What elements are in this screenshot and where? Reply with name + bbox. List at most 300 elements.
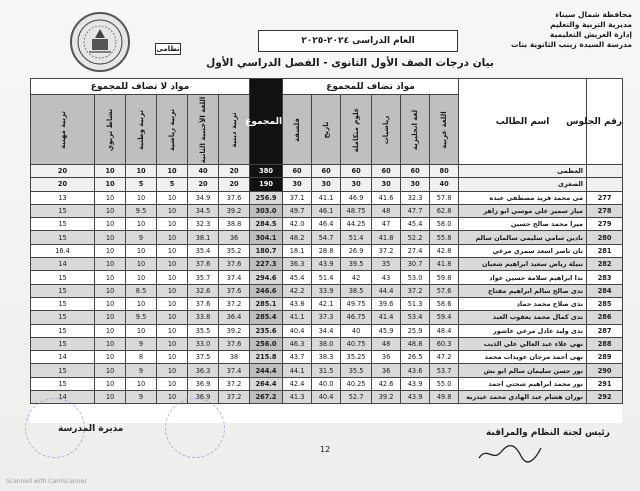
student-name: ندى صلاح محمد حماد	[459, 297, 587, 310]
limit-value: 190	[250, 178, 283, 191]
subject-score: 15	[31, 218, 95, 231]
subject-score: 37.3	[312, 311, 341, 324]
subject-score: 39.2	[372, 391, 401, 404]
seat-number: 287	[587, 324, 623, 337]
subject-score: 37.6	[188, 258, 219, 271]
subject-score: 59.8	[430, 271, 459, 284]
stage-label: نظامى	[156, 45, 180, 53]
subject-score: 58.6	[430, 297, 459, 310]
limit-value: 5	[157, 178, 188, 191]
student-name: نبيلة رياض سعيد ابراهيم شعبان	[459, 258, 587, 271]
subject-score: 45.9	[372, 324, 401, 337]
subject-score: 10	[157, 218, 188, 231]
student-name: نادين سامي سليمى سالمان سالم	[459, 231, 587, 244]
subject-score: 28.8	[312, 244, 341, 257]
subject-score: 10	[126, 258, 157, 271]
student-name: ندى وليد عادل مرعي عاشور	[459, 324, 587, 337]
limit-value: 60	[341, 165, 372, 178]
student-row	[31, 218, 623, 231]
header-line-1: محافظة شمال سيناء	[555, 10, 632, 19]
student-row	[31, 284, 623, 297]
student-name: ندى كمال محمد يعقوب العبد	[459, 311, 587, 324]
subject-score: 10	[126, 377, 157, 390]
subject-score: 40.75	[341, 337, 372, 350]
subject-score: 42.8	[430, 244, 459, 257]
subject-score: 37.2	[401, 284, 430, 297]
subject-score: 35.5	[188, 324, 219, 337]
total-score: 256.0	[250, 337, 283, 350]
subject-score: 10	[95, 324, 126, 337]
subject-score: 10	[95, 258, 126, 271]
subject-score: 62.8	[430, 204, 459, 217]
subject-not-added-header: تربية دينية	[219, 95, 250, 165]
grades-table	[30, 78, 623, 404]
subject-score: 10	[157, 337, 188, 350]
subject-score: 38.8	[219, 218, 250, 231]
subject-score: 37.2	[219, 297, 250, 310]
subject-score: 39.2	[219, 204, 250, 217]
subject-score: 38.3	[312, 351, 341, 364]
subject-score: 10	[95, 377, 126, 390]
subject-score: 35.4	[188, 244, 219, 257]
subject-score: 51.4	[312, 271, 341, 284]
total-score: 246.6	[250, 284, 283, 297]
subject-score: 33.0	[188, 337, 219, 350]
subject-score: 10	[157, 351, 188, 364]
student-row	[31, 297, 623, 310]
subject-score: 51.3	[401, 297, 430, 310]
subject-score: 14	[31, 391, 95, 404]
subject-score: 36	[372, 351, 401, 364]
seat-number: 289	[587, 351, 623, 364]
limit-value: 10	[95, 178, 126, 191]
seat-number: 291	[587, 377, 623, 390]
student-row	[31, 271, 623, 284]
subject-score: 42.6	[372, 377, 401, 390]
subject-score: 37.5	[188, 351, 219, 364]
subject-added-header: فلسفة	[283, 95, 312, 165]
limit-value: 30	[283, 178, 312, 191]
subject-score: 46.3	[283, 337, 312, 350]
total-score: 285.1	[250, 297, 283, 310]
subject-score: 38.1	[188, 231, 219, 244]
student-row	[31, 231, 623, 244]
student-name: نوران هشام عبد الهادي محمد عيدربه	[459, 391, 587, 404]
seat-number: 292	[587, 391, 623, 404]
subject-score: 41.8	[372, 231, 401, 244]
subject-score: 9.5	[126, 311, 157, 324]
total-score: 215.8	[250, 351, 283, 364]
limit-value: 20	[31, 178, 95, 191]
seat-number: 284	[587, 284, 623, 297]
student-row	[31, 351, 623, 364]
subject-score: 43.6	[401, 364, 430, 377]
subject-score: 36.4	[219, 311, 250, 324]
subject-score: 39.2	[219, 324, 250, 337]
subject-score: 43.7	[283, 351, 312, 364]
subject-score: 58.0	[430, 218, 459, 231]
committee-label: رئيس لجنة النظام والمراقبة	[485, 428, 610, 438]
subject-score: 32.3	[401, 191, 430, 204]
group-not-added-header: مواد لا تضاف للمجموع	[31, 79, 250, 95]
subject-score: 35.5	[341, 364, 372, 377]
total-score: 304.1	[250, 231, 283, 244]
seat-number: 279	[587, 218, 623, 231]
limit-value: 380	[250, 165, 283, 178]
subject-score: 42.4	[283, 377, 312, 390]
student-name: ميرا محمد صالح حسين	[459, 218, 587, 231]
limit-value: 30	[372, 178, 401, 191]
principal-label: مديرة المدرسة	[58, 424, 124, 434]
subject-score: 51.4	[341, 231, 372, 244]
subject-score: 53.4	[401, 311, 430, 324]
student-row	[31, 244, 623, 257]
subject-score: 40.4	[283, 324, 312, 337]
subject-score: 10	[95, 218, 126, 231]
subject-score: 10	[157, 377, 188, 390]
subject-score: 10	[95, 271, 126, 284]
subject-score: 45.4	[401, 218, 430, 231]
subject-score: 55.0	[430, 377, 459, 390]
subject-score: 15	[31, 297, 95, 310]
subject-not-added-header: تربية مهنية	[31, 95, 95, 165]
limit-label: الصغرى	[459, 178, 587, 191]
seat-number: 290	[587, 364, 623, 377]
seat-number: 277	[587, 191, 623, 204]
subject-score: 10	[95, 244, 126, 257]
subject-score: 43.9	[401, 391, 430, 404]
subject-score: 37.6	[219, 191, 250, 204]
limit-value: 10	[157, 165, 188, 178]
total-score: 285.4	[250, 311, 283, 324]
school-stamp-icon	[165, 398, 225, 458]
subject-score: 32.3	[188, 218, 219, 231]
scan-watermark: Scanned with CamScanner	[6, 478, 87, 485]
subject-score: 10	[157, 297, 188, 310]
subject-score: 36.9	[188, 377, 219, 390]
subject-score: 42.0	[283, 218, 312, 231]
subject-score: 31.5	[312, 364, 341, 377]
subject-score: 34.5	[188, 204, 219, 217]
subject-score: 9	[126, 231, 157, 244]
subject-score: 42	[341, 271, 372, 284]
subject-score: 18.1	[283, 244, 312, 257]
subject-score: 15	[31, 271, 95, 284]
subject-score: 30.7	[401, 258, 430, 271]
subject-score: 33.9	[312, 284, 341, 297]
subject-added-header: لغة انجليزية	[401, 95, 430, 165]
subject-score: 46.1	[312, 204, 341, 217]
subject-score: 37.6	[219, 258, 250, 271]
blank-cell	[587, 165, 623, 178]
limit-value: 10	[95, 165, 126, 178]
subject-score: 59.4	[430, 311, 459, 324]
subject-score: 37.1	[283, 191, 312, 204]
student-row	[31, 391, 623, 404]
total-score: 284.5	[250, 218, 283, 231]
header-line-4: مدرسة السيدة زينب الثانوية بنات	[510, 40, 632, 49]
subject-score: 26.9	[341, 244, 372, 257]
subject-score: 26.5	[401, 351, 430, 364]
subject-score: 35.7	[188, 271, 219, 284]
subject-score: 38	[219, 351, 250, 364]
subject-added-header: اللغة عربية	[430, 95, 459, 165]
subject-score: 14	[31, 351, 95, 364]
limit-value: 60	[283, 165, 312, 178]
student-name: نهي علاء عبد العالي علي الذيب	[459, 337, 587, 350]
page-title: بيان درجات الصف الأول الثانوى - الفصل الدراسي الأول	[206, 57, 494, 69]
seat-number: 288	[587, 337, 623, 350]
subject-score: 46.75	[341, 311, 372, 324]
total-score: 256.9	[250, 191, 283, 204]
subject-score: 10	[126, 297, 157, 310]
subject-score: 33.8	[188, 311, 219, 324]
subject-score: 48.8	[401, 337, 430, 350]
subject-score: 15	[31, 231, 95, 244]
subject-score: 57.8	[430, 191, 459, 204]
subject-score: 10	[157, 364, 188, 377]
header-line-3: إدارة العريش التعليمية	[549, 30, 632, 39]
subject-score: 43	[372, 271, 401, 284]
limit-value: 80	[430, 165, 459, 178]
max-score-row	[31, 165, 623, 178]
total-score: 267.2	[250, 391, 283, 404]
subject-score: 37.6	[188, 297, 219, 310]
subject-not-added-header: تربية وطنية	[126, 95, 157, 165]
subject-score: 44.1	[283, 364, 312, 377]
student-name: نهى أحمد مرجان عويدات محمد	[459, 351, 587, 364]
subject-score: 46.9	[341, 191, 372, 204]
subject-score: 46.4	[312, 218, 341, 231]
subject-score: 10	[95, 337, 126, 350]
total-score: 235.6	[250, 324, 283, 337]
student-row	[31, 324, 623, 337]
subject-score: 36	[372, 364, 401, 377]
limit-value: 30	[312, 178, 341, 191]
subject-score: 10	[95, 351, 126, 364]
subject-score: 37.2	[219, 377, 250, 390]
school-header	[482, 10, 632, 50]
subject-score: 15	[31, 337, 95, 350]
subject-score: 8.5	[126, 284, 157, 297]
subject-added-header: علوم متكاملة	[341, 95, 372, 165]
subject-score: 55.8	[430, 231, 459, 244]
subject-score: 41.4	[372, 311, 401, 324]
subject-score: 41.1	[283, 311, 312, 324]
student-name: نور حسن سليمان سالم ابو بش	[459, 364, 587, 377]
subject-score: 47.7	[401, 204, 430, 217]
student-row	[31, 364, 623, 377]
subject-score: 9	[126, 364, 157, 377]
subject-score: 40.4	[312, 391, 341, 404]
seat-number: 282	[587, 258, 623, 271]
page-number: 12	[320, 445, 331, 454]
subject-score: 57.6	[430, 284, 459, 297]
subject-score: 35	[372, 258, 401, 271]
subject-score: 38.5	[341, 284, 372, 297]
subject-score: 10	[95, 311, 126, 324]
subject-added-header: رياضيات	[372, 95, 401, 165]
student-name: مى محمد فريد مصطفى عبده	[459, 191, 587, 204]
limit-value: 20	[219, 165, 250, 178]
limit-value: 20	[219, 178, 250, 191]
subject-score: 48.75	[341, 204, 372, 217]
subject-score: 10	[157, 204, 188, 217]
subject-score: 41.6	[372, 191, 401, 204]
subject-score: 49.7	[283, 204, 312, 217]
subject-score: 34.9	[188, 191, 219, 204]
subject-score: 36	[219, 231, 250, 244]
subject-score: 37.2	[219, 391, 250, 404]
subject-score: 37.6	[219, 337, 250, 350]
subject-score: 35.2	[219, 244, 250, 257]
header-line-2: مديرية التربية والتعليم	[550, 20, 632, 29]
subject-score: 10	[95, 191, 126, 204]
subject-score: 10	[95, 284, 126, 297]
subject-score: 10	[95, 391, 126, 404]
subject-score: 10	[126, 191, 157, 204]
limit-value: 30	[341, 178, 372, 191]
student-name-header: اسم الطالب	[459, 79, 587, 165]
subject-score: 41.3	[283, 391, 312, 404]
student-row	[31, 377, 623, 390]
subject-score: 36.3	[283, 258, 312, 271]
subject-score: 43.9	[401, 377, 430, 390]
subject-score: 42.1	[312, 297, 341, 310]
subject-score: 39.6	[372, 297, 401, 310]
subject-score: 43.9	[312, 258, 341, 271]
seat-number: 281	[587, 244, 623, 257]
subject-score: 39.5	[341, 258, 372, 271]
subject-score: 52.7	[341, 391, 372, 404]
subject-score: 48.2	[283, 231, 312, 244]
signature-icon	[475, 440, 545, 466]
subject-score: 48.4	[430, 324, 459, 337]
subject-score: 40.0	[312, 377, 341, 390]
min-score-row	[31, 178, 623, 191]
subject-score: 47.2	[430, 351, 459, 364]
subject-score: 38.0	[312, 337, 341, 350]
limit-value: 60	[401, 165, 430, 178]
subject-score: 15	[31, 324, 95, 337]
subject-score: 52.2	[401, 231, 430, 244]
subject-score: 9	[126, 337, 157, 350]
student-name: نور محمد ابراهيم شحتي احمد	[459, 377, 587, 390]
subject-score: 10	[126, 271, 157, 284]
limit-value: 10	[126, 165, 157, 178]
subject-score: 10	[126, 244, 157, 257]
total-score: 264.4	[250, 377, 283, 390]
subject-score: 10	[157, 391, 188, 404]
subject-score: 34.4	[312, 324, 341, 337]
subject-score: 10	[157, 271, 188, 284]
limit-value: 60	[372, 165, 401, 178]
subject-score: 49.75	[341, 297, 372, 310]
subject-score: 15	[31, 364, 95, 377]
student-row	[31, 258, 623, 271]
limit-value: 40	[430, 178, 459, 191]
seat-number: 285	[587, 297, 623, 310]
seat-number: 286	[587, 311, 623, 324]
subject-score: 37.4	[219, 364, 250, 377]
subject-score: 48	[372, 204, 401, 217]
subject-score: 32.6	[188, 284, 219, 297]
subject-score: 10	[95, 204, 126, 217]
limit-label: العظمى	[459, 165, 587, 178]
subject-score: 14	[31, 258, 95, 271]
limit-value: 40	[188, 165, 219, 178]
grades-table-container	[30, 78, 622, 423]
subject-score: 42.2	[283, 284, 312, 297]
subject-score: 10	[157, 258, 188, 271]
subject-score: 10	[157, 191, 188, 204]
subject-score: 53.7	[430, 364, 459, 377]
subject-score: 10	[157, 284, 188, 297]
student-row	[31, 191, 623, 204]
seat-number: 283	[587, 271, 623, 284]
subject-score: 40.25	[341, 377, 372, 390]
academic-year: العام الدراسى ٢٠٢٤-٢٠٢٥	[258, 30, 458, 52]
student-name: نان ناصر اسعد سمري مرعي	[459, 244, 587, 257]
total-header: المجموع	[250, 79, 283, 165]
seat-number-header: رقم الجلوس	[587, 79, 623, 165]
subject-score: 44.4	[372, 284, 401, 297]
subject-score: 8	[126, 351, 157, 364]
seat-number: 280	[587, 231, 623, 244]
ministry-emblem-icon	[70, 12, 130, 72]
total-score: 244.4	[250, 364, 283, 377]
total-score: 294.6	[250, 271, 283, 284]
subject-score: 10	[157, 324, 188, 337]
subject-score: 15	[31, 311, 95, 324]
subject-score: 10	[157, 244, 188, 257]
subject-score: 37.2	[372, 244, 401, 257]
student-row	[31, 337, 623, 350]
subject-score: 10	[126, 324, 157, 337]
subject-score: 35.25	[341, 351, 372, 364]
subject-score: 15	[31, 377, 95, 390]
student-name: ندى صالح سالم ابراهيم مفتاح	[459, 284, 587, 297]
subject-score: 36.9	[188, 391, 219, 404]
subject-score: 44.25	[341, 218, 372, 231]
subject-added-header: تاريخ	[312, 95, 341, 165]
subject-score: 37.6	[219, 284, 250, 297]
subject-not-added-header: نشاط تربوي	[95, 95, 126, 165]
subject-score: 10	[126, 218, 157, 231]
student-name: ندا ابراهيم سلامة حسين عواد	[459, 271, 587, 284]
subject-score: 53.0	[401, 271, 430, 284]
student-row	[31, 311, 623, 324]
limit-value: 5	[126, 178, 157, 191]
student-name: ميار سمير علي موسي ابو زاهر	[459, 204, 587, 217]
subject-score: 10	[95, 231, 126, 244]
subject-score: 43.8	[283, 297, 312, 310]
subject-score: 60.3	[430, 337, 459, 350]
total-score: 180.7	[250, 244, 283, 257]
subject-score: 48	[372, 337, 401, 350]
seat-number: 278	[587, 204, 623, 217]
total-score: 227.3	[250, 258, 283, 271]
subject-score: 10	[157, 311, 188, 324]
subject-score: 15	[31, 204, 95, 217]
subject-score: 45.4	[283, 271, 312, 284]
subject-score: 16.4	[31, 244, 95, 257]
group-added-header: مواد تضاف للمجموع	[283, 79, 459, 95]
subject-score: 41.8	[430, 258, 459, 271]
subject-score: 9	[126, 391, 157, 404]
subject-score: 37.4	[219, 271, 250, 284]
subject-score: 25.9	[401, 324, 430, 337]
